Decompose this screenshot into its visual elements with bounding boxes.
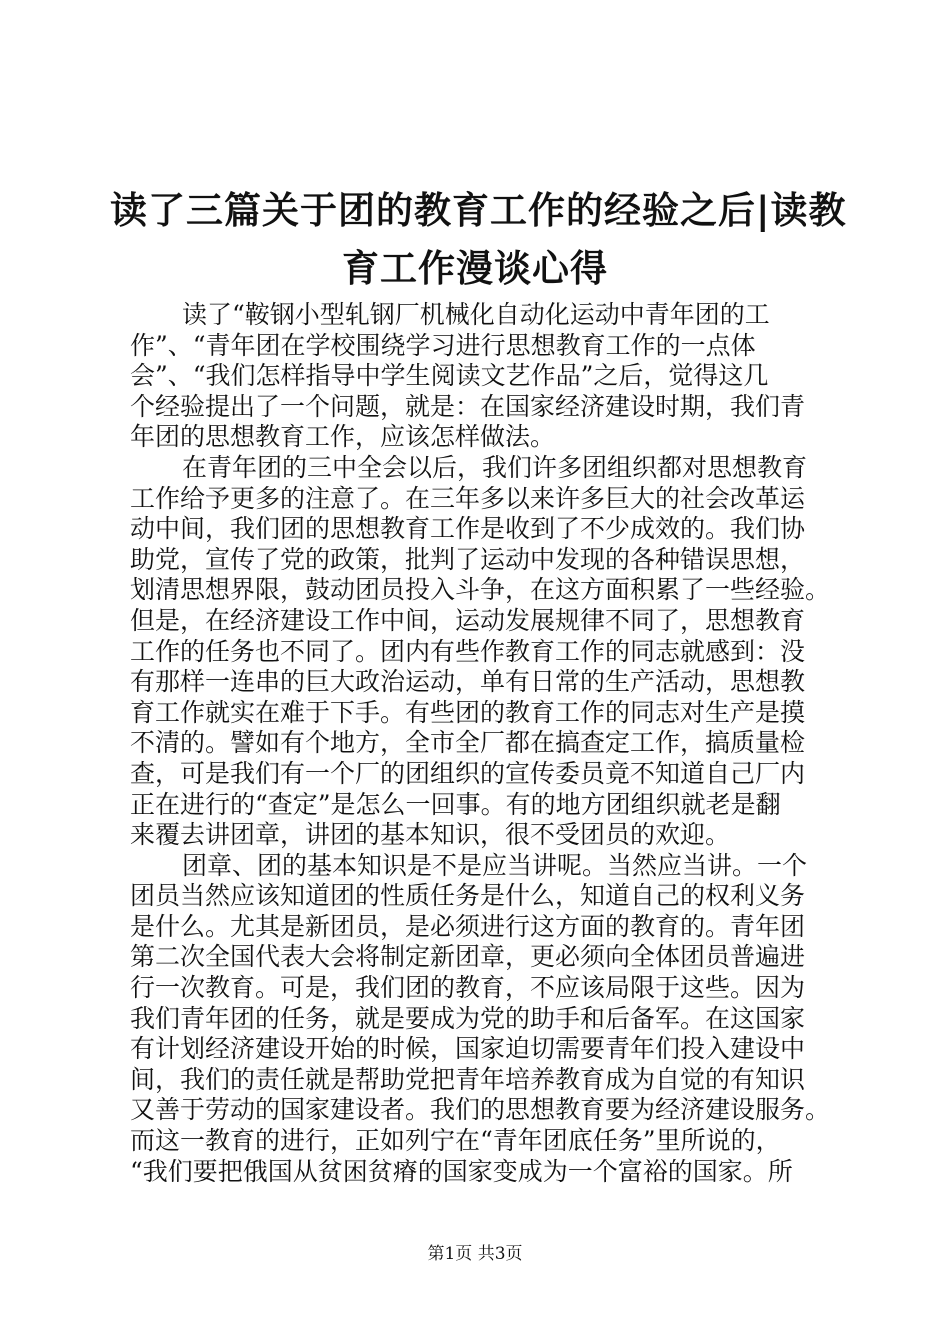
paragraph-line: 团章、团的基本知识是不是应当讲呢。当然应当讲。一个 [182, 850, 808, 880]
paragraph-line: 但是，在经济建设工作中间，运动发展规律不同了，思想教育 [130, 605, 806, 635]
paragraph-line: 不清的。譬如有个地方，全市全厂都在搞查定工作，搞质量检 [130, 728, 806, 758]
paragraph-line: 动中间，我们团的思想教育工作是收到了不少成效的。我们协 [130, 514, 806, 544]
paragraph-line: 第二次全国代表大会将制定新团章，更必须向全体团员普遍进 [130, 942, 806, 972]
paragraph-line: 在青年团的三中全会以后，我们许多团组织都对思想教育 [182, 452, 808, 482]
paragraph-line: 有那样一连串的巨大政治运动，单有日常的生产活动，思想教 [130, 667, 806, 697]
paragraph-line: 查，可是我们有一个厂的团组织的宣传委员竟不知道自己厂内 [130, 758, 806, 788]
paragraph-line: 工作的任务也不同了。团内有些作教育工作的同志就感到：没 [130, 636, 806, 666]
title-line-1: 读了三篇关于团的教育工作的经验之后|读教 [110, 189, 847, 232]
paragraph-line: 正在进行的“查定”是怎么一回事。有的地方团组织就老是翻 [130, 789, 781, 819]
document-title [110, 182, 847, 298]
paragraph-line: 来覆去讲团章，讲团的基本知识，很不受团员的欢迎。 [130, 820, 731, 850]
paragraph-line: 作”、“青年团在学校围绕学习进行思想教育工作的一点体 [130, 330, 756, 360]
paragraph-line: 会”、“我们怎样指导中学生阅读文艺作品”之后，觉得这几 [130, 361, 769, 391]
paragraph-line: 助党，宣传了党的政策，批判了运动中发现的各种错误思想， [130, 544, 806, 574]
paragraph-line: 又善于劳动的国家建设者。我们的思想教育要为经济建设服务。 [130, 1095, 831, 1125]
page-footer: 第1页 共3页 [427, 1244, 523, 1264]
paragraph-line: 工作给予更多的注意了。在三年多以来许多巨大的社会改革运 [130, 483, 806, 513]
title-line-2: 育工作漫谈心得 [342, 247, 608, 290]
paragraph-line: “我们要把俄国从贫困贫瘠的国家变成为一个富裕的国家。所 [130, 1156, 793, 1186]
paragraph-line: 间，我们的责任就是帮助党把青年培养教育成为自觉的有知识 [130, 1064, 806, 1094]
document-body [130, 300, 830, 1187]
paragraph-line: 是什么。尤其是新团员，是必须进行这方面的教育的。青年团 [130, 911, 806, 941]
paragraph-2 [130, 453, 830, 851]
paragraph-line: 而这一教育的进行，正如列宁在“青年团底任务”里所说的， [130, 1126, 781, 1156]
paragraph-line: 我们青年团的任务，就是要成为党的助手和后备军。在这国家 [130, 1003, 806, 1033]
paragraph-1 [130, 300, 830, 453]
paragraph-line: 有计划经济建设开始的时候，国家迫切需要青年们投入建设中 [130, 1034, 806, 1064]
paragraph-line: 个经验提出了一个问题，就是：在国家经济建设时期，我们青 [130, 391, 806, 421]
paragraph-line: 读了“鞍钢小型轧钢厂机械化自动化运动中青年团的工 [182, 300, 770, 329]
paragraph-line: 育工作就实在难于下手。有些团的教育工作的同志对生产是摸 [130, 697, 806, 727]
paragraph-line: 划清思想界限，鼓动团员投入斗争，在这方面积累了一些经验。 [130, 575, 831, 605]
paragraph-line: 行一次教育。可是，我们团的教育，不应该局限于这些。因为 [130, 973, 806, 1003]
paragraph-line: 年团的思想教育工作，应该怎样做法。 [130, 422, 556, 452]
paragraph-line: 团员当然应该知道团的性质任务是什么，知道自己的权利义务 [130, 881, 806, 911]
paragraph-3 [130, 851, 830, 1188]
